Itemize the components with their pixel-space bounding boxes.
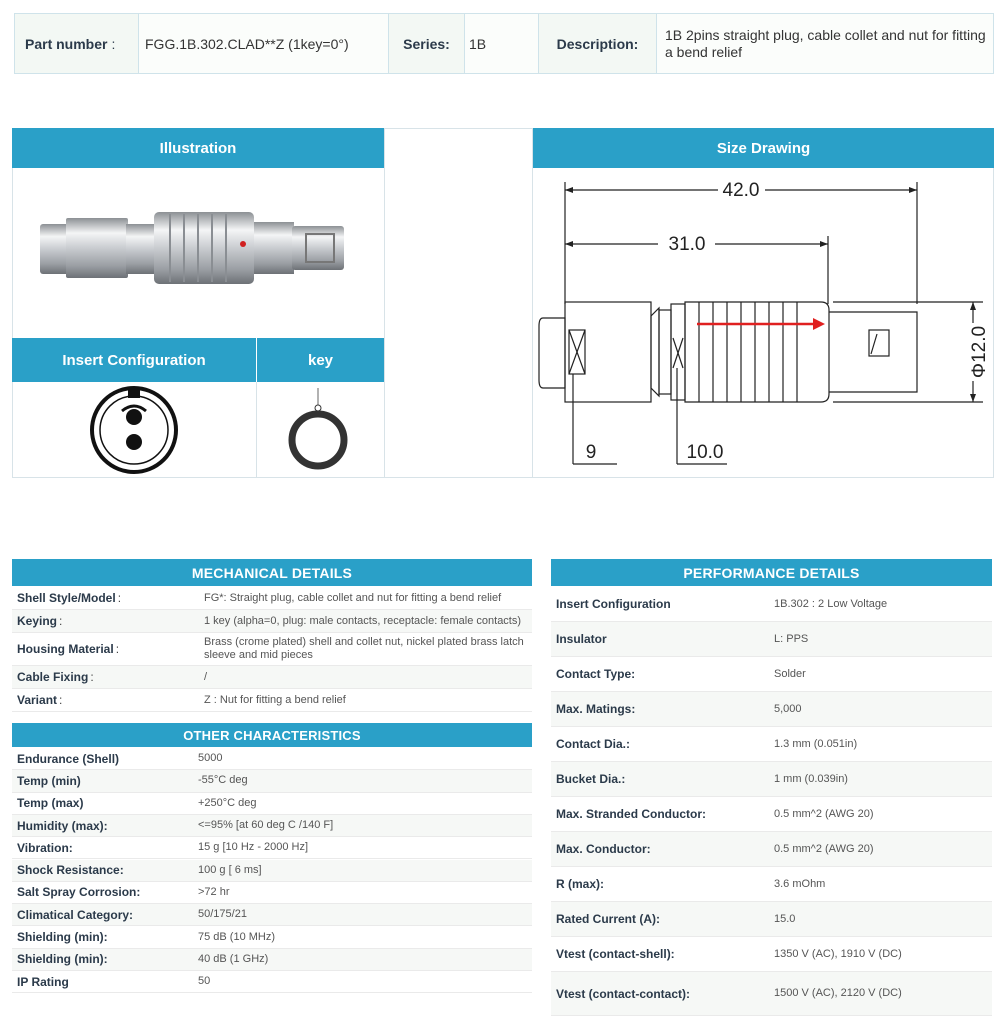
row-separator: : <box>115 642 120 656</box>
row-label-text: Cable Fixing <box>17 670 89 684</box>
part-number-sep: : <box>111 35 116 52</box>
mechanical-details-header: MECHANICAL DETAILS <box>12 559 532 586</box>
table-row <box>12 837 532 859</box>
performance-details-header: PERFORMANCE DETAILS <box>551 559 992 586</box>
row-label: Temp (min) <box>17 773 81 788</box>
table-row <box>12 904 532 926</box>
table-row <box>551 587 992 622</box>
row-label: Max. Matings: <box>556 702 636 716</box>
part-info-bar <box>14 13 994 74</box>
table-row <box>551 727 992 762</box>
dim-collet: 10.0 <box>686 442 724 463</box>
row-value: 50 <box>198 975 211 988</box>
table-row <box>12 666 532 689</box>
table-row <box>12 971 532 993</box>
row-label: Insulator <box>556 632 607 646</box>
row-label: Rated Current (A): <box>556 912 660 926</box>
row-label: Endurance (Shell) <box>17 751 120 766</box>
row-label <box>12 591 204 605</box>
row-value: 1.3 mm (0.051in) <box>774 737 858 750</box>
description-label: Description: <box>539 14 657 73</box>
table-row <box>12 860 532 882</box>
row-value: 15 g [10 Hz - 2000 Hz] <box>198 841 309 854</box>
table-row <box>551 937 992 972</box>
row-label: Contact Dia.: <box>556 737 631 751</box>
table-row <box>551 867 992 902</box>
dim-body-length: 31.0 <box>668 234 706 255</box>
table-row <box>12 949 532 971</box>
table-row <box>12 882 532 904</box>
row-label: Contact Type: <box>556 667 636 681</box>
panel-divider-left <box>384 128 385 478</box>
row-value: <=95% [at 60 deg C /140 F] <box>198 819 334 832</box>
dim-nut: 9 <box>585 442 597 463</box>
row-label: Humidity (max): <box>17 818 108 833</box>
row-value: 1B.302 : 2 Low Voltage <box>774 597 888 610</box>
table-row <box>12 748 532 770</box>
row-value: 75 dB (10 MHz) <box>198 930 276 943</box>
row-label <box>12 693 204 707</box>
series-value: 1B <box>465 14 539 73</box>
row-value: FG*: Straight plug, cable collet and nut for fitting a bend relief <box>204 591 502 604</box>
row-label-text: Variant <box>17 693 58 707</box>
table-row <box>551 622 992 657</box>
table-row <box>12 793 532 815</box>
row-label: Vibration: <box>17 840 73 855</box>
table-row <box>551 902 992 937</box>
row-label <box>12 614 204 628</box>
row-value: Solder <box>774 667 806 680</box>
row-label <box>12 642 204 656</box>
row-separator: : <box>59 693 63 707</box>
row-value: / <box>204 670 208 683</box>
part-number-label: Part number <box>25 35 108 52</box>
table-row <box>12 770 532 792</box>
row-value: 1350 V (AC), 1910 V (DC) <box>774 947 902 960</box>
row-separator: : <box>90 670 94 684</box>
table-row <box>551 972 992 1016</box>
table-row <box>12 633 532 666</box>
dim-diameter: Φ12.0 <box>969 325 990 379</box>
row-label: R (max): <box>556 877 605 891</box>
table-row <box>551 832 992 867</box>
size-drawing-header: Size Drawing <box>533 128 994 168</box>
row-label: Shock Resistance: <box>17 863 124 878</box>
insert-configuration-drawing <box>86 385 182 475</box>
row-label: Max. Conductor: <box>556 842 651 856</box>
row-label: Temp (max) <box>17 796 84 811</box>
row-label: Salt Spray Corrosion: <box>17 885 141 900</box>
table-row <box>551 657 992 692</box>
table-row <box>12 587 532 610</box>
table-row <box>12 689 532 712</box>
row-label <box>12 670 204 684</box>
row-label: Shielding (min): <box>17 930 108 945</box>
row-value: L: PPS <box>774 632 809 645</box>
size-drawing <box>533 168 994 478</box>
insert-configuration-header: Insert Configuration <box>12 338 256 382</box>
row-value: 5,000 <box>774 702 802 715</box>
row-label: Bucket Dia.: <box>556 772 626 786</box>
row-label: Insert Configuration <box>556 597 671 611</box>
row-value: -55°C deg <box>198 774 248 787</box>
dim-overall-length: 42.0 <box>722 180 760 201</box>
row-label: Vtest (contact-shell): <box>556 947 675 961</box>
table-row <box>551 692 992 727</box>
row-separator: : <box>117 591 122 605</box>
row-label-text: Keying <box>17 614 58 628</box>
red-marker-arrow <box>813 318 825 330</box>
row-value: 1 key (alpha=0, plug: male contacts, receptacle: female contacts) <box>204 614 522 627</box>
row-separator: : <box>59 614 63 628</box>
other-characteristics-header: OTHER CHARACTERISTICS <box>12 723 532 747</box>
row-value: 1 mm (0.039in) <box>774 772 848 785</box>
table-row <box>551 762 992 797</box>
part-number-label-cell <box>15 14 139 73</box>
row-value: 5000 <box>198 752 223 765</box>
table-row <box>12 926 532 948</box>
row-value: 15.0 <box>774 912 796 925</box>
row-value: Z : Nut for fitting a bend relief <box>204 693 346 706</box>
row-value: >72 hr <box>198 885 230 898</box>
description-value: 1B 2pins straight plug, cable collet and nut for fitting a bend relief <box>657 14 993 73</box>
part-number-value: FGG.1B.302.CLAD**Z (1key=0°) <box>139 14 389 73</box>
row-label: Shielding (min): <box>17 952 108 967</box>
connector-illustration <box>38 206 348 284</box>
row-label: Max. Stranded Conductor: <box>556 807 707 821</box>
row-label: IP Rating <box>17 974 69 989</box>
row-label-text: Shell Style/Model <box>17 591 116 605</box>
table-row <box>12 610 532 633</box>
table-row <box>12 815 532 837</box>
key-header: key <box>257 338 384 382</box>
row-value: 40 dB (1 GHz) <box>198 952 269 965</box>
table-row <box>551 797 992 832</box>
row-label: Vtest (contact-contact): <box>556 986 691 1001</box>
insert-key-divider <box>256 382 257 478</box>
series-label: Series: <box>389 14 465 73</box>
illustration-header: Illustration <box>12 128 384 168</box>
row-value: 0.5 mm^2 (AWG 20) <box>774 842 874 855</box>
row-label-text: Housing Material <box>17 642 114 656</box>
row-value: +250°C deg <box>198 796 257 809</box>
row-value: 1500 V (AC), 2120 V (DC) <box>774 987 902 999</box>
row-label: Climatical Category: <box>17 907 134 922</box>
row-value: 100 g [ 6 ms] <box>198 863 262 876</box>
row-value: 0.5 mm^2 (AWG 20) <box>774 807 874 820</box>
row-value: 50/175/21 <box>198 908 247 921</box>
key-drawing <box>285 386 351 472</box>
row-value: Brass (crome plated) shell and collet nut, nickel plated brass latch sleeve and mid pieces <box>204 636 524 661</box>
row-value: 3.6 mOhm <box>774 877 826 890</box>
